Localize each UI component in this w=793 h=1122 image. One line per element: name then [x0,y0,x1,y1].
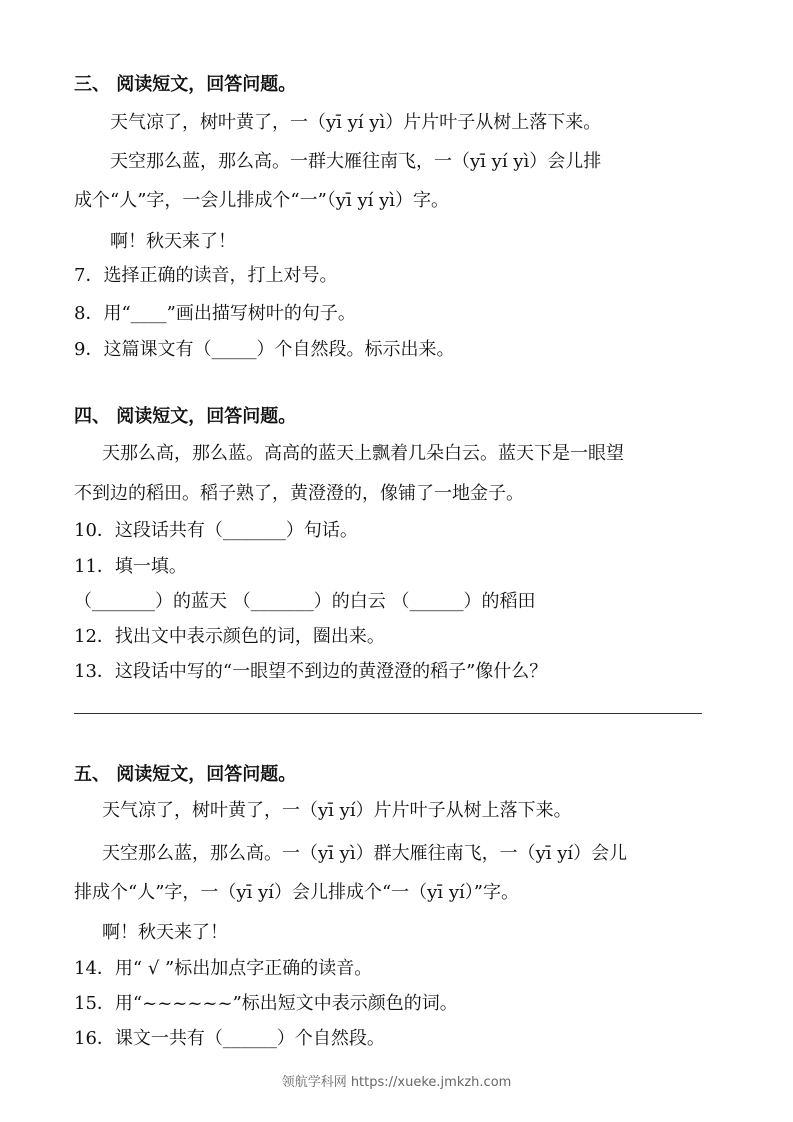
question-11: 11．填一填。 [74,556,187,577]
question-15: 15．用“~~~~~~”标出短文中表示颜色的词。 [74,993,458,1014]
section-3-heading: 三、 阅读短文，回答问题。 [74,74,297,95]
question-14: 14．用“ √ ”标出加点字正确的读音。 [74,958,373,979]
question-8: 8．用“____”画出描写树叶的句子。 [74,303,356,324]
section-5-heading: 五、 阅读短文，回答问题。 [74,764,297,785]
answer-line [74,713,702,714]
section-5-paragraph-1: 天气凉了，树叶黄了，一（yī yí）片片叶子从树上落下来。 [102,800,572,821]
section-3-paragraph-2: 天空那么蓝，那么高。一群大雁往南飞，一（yī yí yì）会儿排 [110,151,602,172]
question-9: 9．这篇课文有（_____）个自然段。标示出来。 [74,339,455,360]
section-4-paragraph-1: 天那么高，那么蓝。高高的蓝天上飘着几朵白云。蓝天下是一眼望 [102,443,624,464]
section-5-paragraph-4: 啊！秋天来了！ [102,922,228,943]
section-3-paragraph-4: 啊！秋天来了！ [110,231,236,252]
question-7: 7．选择正确的读音，打上对号。 [74,265,338,286]
section-5-paragraph-3: 排成个“人”字，一（yī yí）会儿排成个“一（yī yí）”字。 [74,882,519,903]
question-12: 12．找出文中表示颜色的词，圈出来。 [74,626,385,647]
footer-watermark: 领航学科网 https://xueke.jmkzh.com [281,1075,512,1090]
question-16: 16．课文一共有（______）个自然段。 [74,1028,385,1049]
question-13: 13．这段话中写的“一眼望不到边的黄澄澄的稻子”像什么？ [74,661,548,682]
question-10: 10．这段话共有（_______）句话。 [74,520,358,541]
section-4-paragraph-2: 不到边的稻田。稻子熟了，黄澄澄的，像铺了一地金子。 [74,483,524,504]
section-4-heading: 四、 阅读短文，回答问题。 [74,406,297,427]
question-11-blanks: （_______）的蓝天 （_______）的白云 （______）的稻田 [74,591,536,612]
section-5-paragraph-2: 天空那么蓝，那么高。一（yī yì）群大雁往南飞，一（yī yí）会儿 [102,843,628,864]
section-3-paragraph-1: 天气凉了，树叶黄了，一（yī yí yì）片片叶子从树上落下来。 [110,112,602,133]
section-3-paragraph-3: 成个“人”字，一会儿排成个“一”（yī yí yì）字。 [74,190,450,211]
